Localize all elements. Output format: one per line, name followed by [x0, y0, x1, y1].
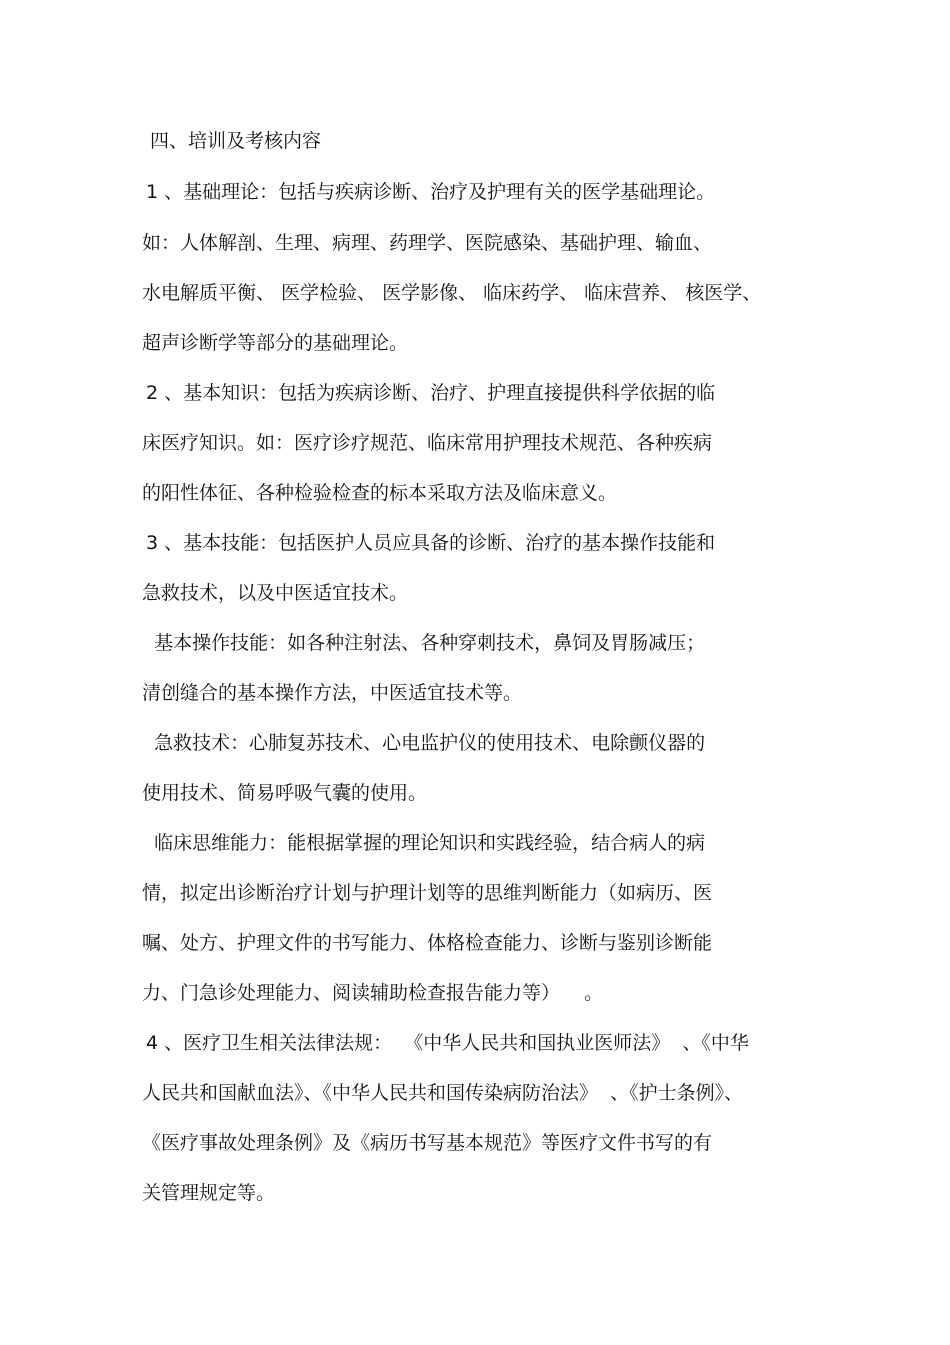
operation-skills-line-2: 清创缝合的基本操作方法，中医适宜技术等。: [142, 682, 523, 704]
item3-line-1: 3 、基本技能：包括医护人员应具备的诊断、治疗的基本操作技能和: [140, 532, 716, 554]
item4-line-2: 人民共和国献血法》、《中华人民共和国传染病防治法》 、《护士条例》、: [142, 1082, 744, 1104]
clinical-thinking-line-4: 力、门急诊处理能力、阅读辅助检查报告能力等） 。: [142, 982, 604, 1004]
clinical-thinking-line-2: 情，拟定出诊断治疗计划与护理计划等的思维判断能力（如病历、医: [142, 882, 713, 904]
item4-line-3: 《医疗事故处理条例》及《病历书写基本规范》等医疗文件书写的有: [142, 1132, 713, 1154]
item3-line-2: 急救技术，以及中医适宜技术。: [142, 582, 409, 604]
emergency-skills-line-2: 使用技术、简易呼吸气囊的使用。: [142, 782, 428, 804]
section-heading: 四、培训及考核内容: [150, 130, 322, 152]
item4-line-4: 关管理规定等。: [142, 1182, 276, 1204]
clinical-thinking-line-1: 临床思维能力：能根据掌握的理论知识和实践经验，结合病人的病: [142, 832, 706, 854]
item2-line-3: 的阳性体征、各种检验检查的标本采取方法及临床意义。: [142, 482, 618, 504]
clinical-thinking-line-3: 嘱、处方、护理文件的书写能力、体格检查能力、诊断与鉴别诊断能: [142, 932, 713, 954]
operation-skills-line-1: 基本操作技能：如各种注射法、各种穿刺技术，鼻饲及胃肠减压；: [142, 632, 706, 654]
item2-line-1: 2 、基本知识：包括为疾病诊断、治疗、护理直接提供科学依据的临: [140, 382, 716, 404]
item1-line-2: 如：人体解剖、生理、病理、药理学、医院感染、基础护理、输血、: [142, 232, 713, 254]
item2-line-2: 床医疗知识。如：医疗诊疗规范、临床常用护理技术规范、各种疾病: [142, 432, 713, 454]
item1-line-4: 超声诊断学等部分的基础理论。: [142, 332, 409, 354]
emergency-skills-line-1: 急救技术：心肺复苏技术、心电监护仪的使用技术、电除颤仪器的: [142, 732, 706, 754]
item1-line-3: 水电解质平衡、 医学检验、 医学影像、 临床药学、 临床营养、 核医学、: [142, 282, 762, 304]
item4-line-1: 4 、医疗卫生相关法律法规： 《中华人民共和国执业医师法》 、《中华: [140, 1032, 749, 1054]
item1-line-1: 1 、基础理论：包括与疾病诊断、治疗及护理有关的医学基础理论。: [140, 181, 716, 203]
